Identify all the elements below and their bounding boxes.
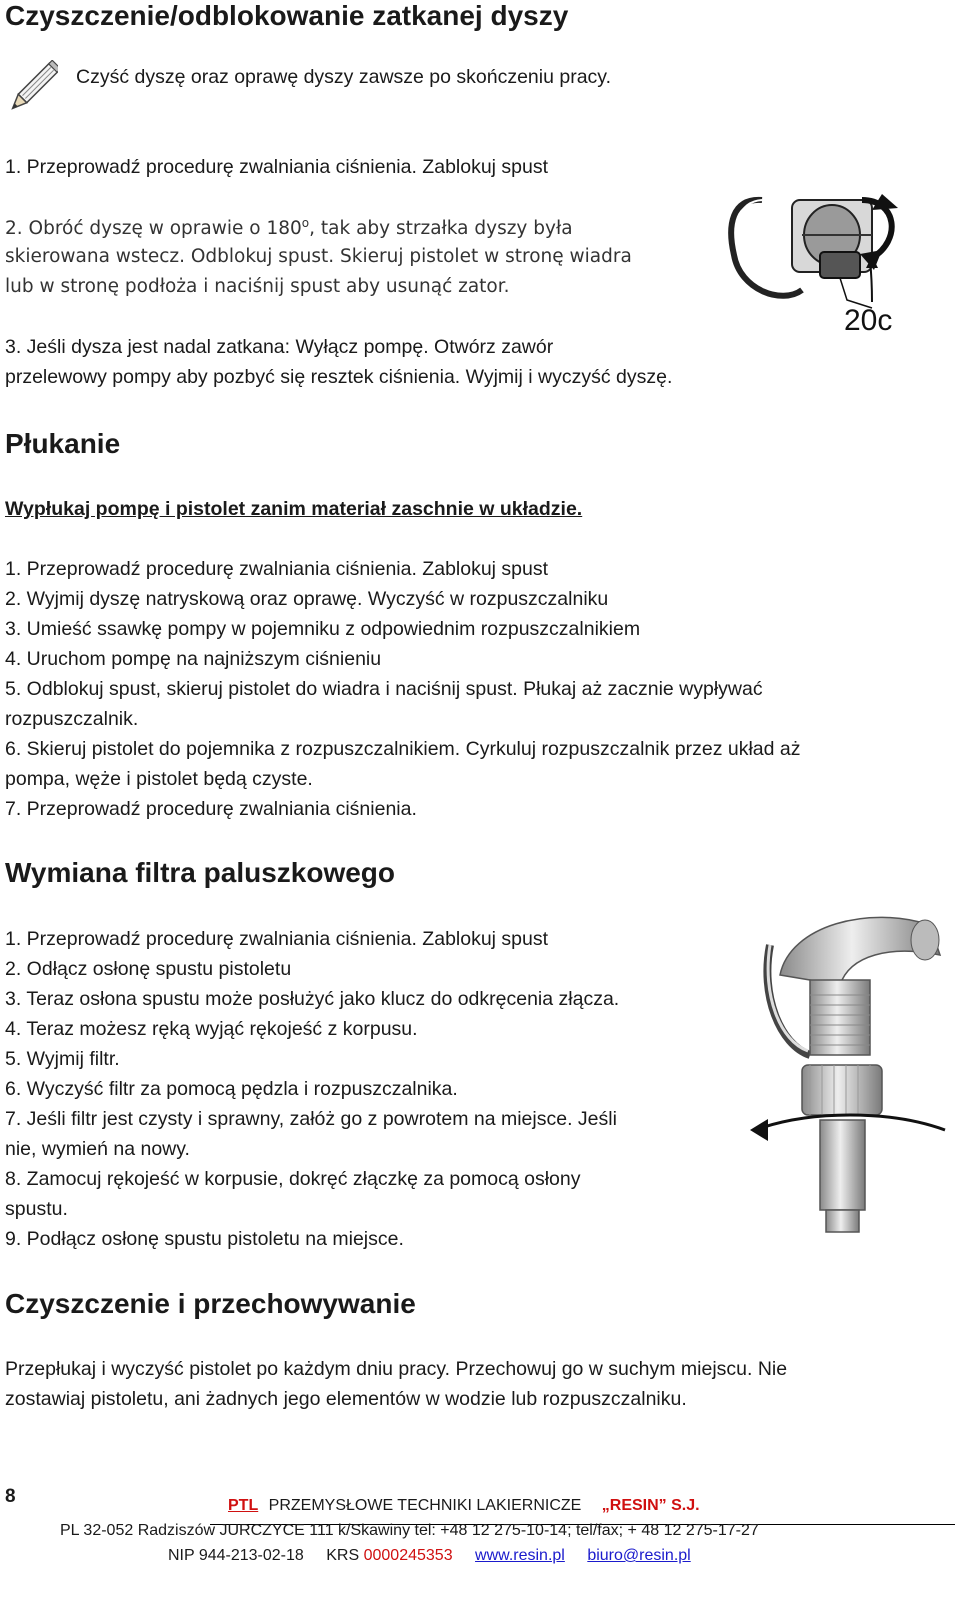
- section-title-flushing: Płukanie: [5, 428, 121, 459]
- list-item: 2. Wyjmij dyszę natryskową oraz oprawę. Wyczyść w rozpuszczalniku: [5, 588, 609, 610]
- cleaning-tip: Czyść dyszę oraz oprawę dyszy zawsze po skończeniu pracy.: [76, 66, 612, 88]
- spray-gun-filter-illustration: [750, 905, 950, 1235]
- footer-address: PL 32-052 Radziszów JURCZYCE 111 k/Skawiny tel: +48 12 275-10-14; tel/fax; + 48 12 275-17-27: [60, 1522, 759, 1539]
- footer-ptl: PTL: [228, 1497, 259, 1514]
- list-item: 7. Przeprowadź procedurę zwalniania ciśnienia.: [5, 798, 417, 820]
- page-number: 8: [5, 1486, 16, 1507]
- section-subtitle-flushing: Wypłukaj pompę i pistolet zanim materiał zaschnie w układzie.: [5, 498, 583, 520]
- footer-email-link[interactable]: biuro@resin.pl: [587, 1547, 691, 1564]
- paragraph-line: Przepłukaj i wyczyść pistolet po każdym dniu pracy. Przechowuj go w suchym miejscu. Nie: [5, 1358, 788, 1380]
- list-item: 4. Uruchom pompę na najniższym ciśnieniu: [5, 648, 382, 670]
- list-item: 5. Wyjmij filtr.: [5, 1048, 120, 1070]
- list-item: 1. Przeprowadź procedurę zwalniania ciśnienia. Zablokuj spust: [5, 928, 549, 950]
- footer-registry-line: [168, 1547, 691, 1565]
- list-item: 9. Podłącz osłonę spustu pistoletu na miejsce.: [5, 1228, 404, 1250]
- list-item: 3. Teraz osłona spustu może posłużyć jako klucz do odkręcenia złącza.: [5, 988, 620, 1010]
- section-title-storage: Czyszczenie i przechowywanie: [5, 1288, 416, 1319]
- list-item: spustu.: [5, 1198, 68, 1220]
- step-line: przelewowy pompy aby pozbyć się resztek ciśnienia. Wyjmij i wyczyść dyszę.: [5, 366, 673, 388]
- footer-company-line: [228, 1497, 700, 1515]
- section-title-filter: Wymiana filtra paluszkowego: [5, 857, 396, 888]
- pencil-icon: [4, 60, 58, 120]
- footer-krs-number: 0000245353: [363, 1547, 453, 1564]
- footer-website-link[interactable]: www.resin.pl: [475, 1547, 565, 1564]
- list-item: 1. Przeprowadź procedurę zwalniania ciśnienia. Zablokuj spust: [5, 558, 549, 580]
- list-item: 8. Zamocuj rękojeść w korpusie, dokręć złączkę za pomocą osłony: [5, 1168, 581, 1190]
- list-item: 6. Skieruj pistolet do pojemnika z rozpuszczalnikiem. Cyrkuluj rozpuszczalnik przez układ aż: [5, 738, 801, 760]
- footer-nip: NIP 944-213-02-18: [168, 1547, 304, 1564]
- footer-brand: „RESIN” S.J.: [601, 1497, 700, 1514]
- list-item: 2. Odłącz osłonę spustu pistoletu: [5, 958, 292, 980]
- footer-company: PRZEMYSŁOWE TECHNIKI LAKIERNICZE: [268, 1497, 582, 1514]
- section-title-nozzle-cleaning: Czyszczenie/odblokowanie zatkanej dyszy: [5, 0, 569, 31]
- list-item: 5. Odblokuj spust, skieruj pistolet do wiadra i naciśnij spust. Płukaj aż zacznie wypływać: [5, 678, 763, 700]
- list-item: 4. Teraz możesz ręką wyjąć rękojeść z korpusu.: [5, 1018, 418, 1040]
- list-item: pompa, węże i pistolet będą czyste.: [5, 768, 313, 790]
- step-line: 3. Jeśli dysza jest nadal zatkana: Wyłącz pompę. Otwórz zawór: [5, 336, 554, 358]
- figure-label: 20c: [844, 304, 893, 337]
- list-item: 6. Wyczyść filtr za pomocą pędzla i rozpuszczalnika.: [5, 1078, 458, 1100]
- nozzle-guard-illustration: [722, 180, 912, 340]
- list-item: 3. Umieść ssawkę pompy w pojemniku z odpowiednim rozpuszczalnikiem: [5, 618, 641, 640]
- step-line: 1. Przeprowadź procedurę zwalniania ciśnienia. Zablokuj spust: [5, 156, 549, 178]
- step-line: 2. Obróć dyszę w oprawie o 180$^o$, tak aby strzałka dyszy była: [5, 216, 573, 240]
- step-line: lub w stronę podłoża i naciśnij spust aby usunąć zator.: [5, 276, 510, 297]
- list-item: nie, wymień na nowy.: [5, 1138, 190, 1160]
- step-line: skierowana wstecz. Odblokuj spust. Skieruj pistolet w stronę wiadra: [5, 246, 632, 267]
- paragraph-line: zostawiaj pistoletu, ani żadnych jego elementów w wodzie lub rozpuszczalniku.: [5, 1388, 687, 1410]
- list-item: 7. Jeśli filtr jest czysty i sprawny, załóż go z powrotem na miejsce. Jeśli: [5, 1108, 617, 1130]
- footer-krs-label: KRS: [326, 1547, 360, 1564]
- list-item: rozpuszczalnik.: [5, 708, 139, 730]
